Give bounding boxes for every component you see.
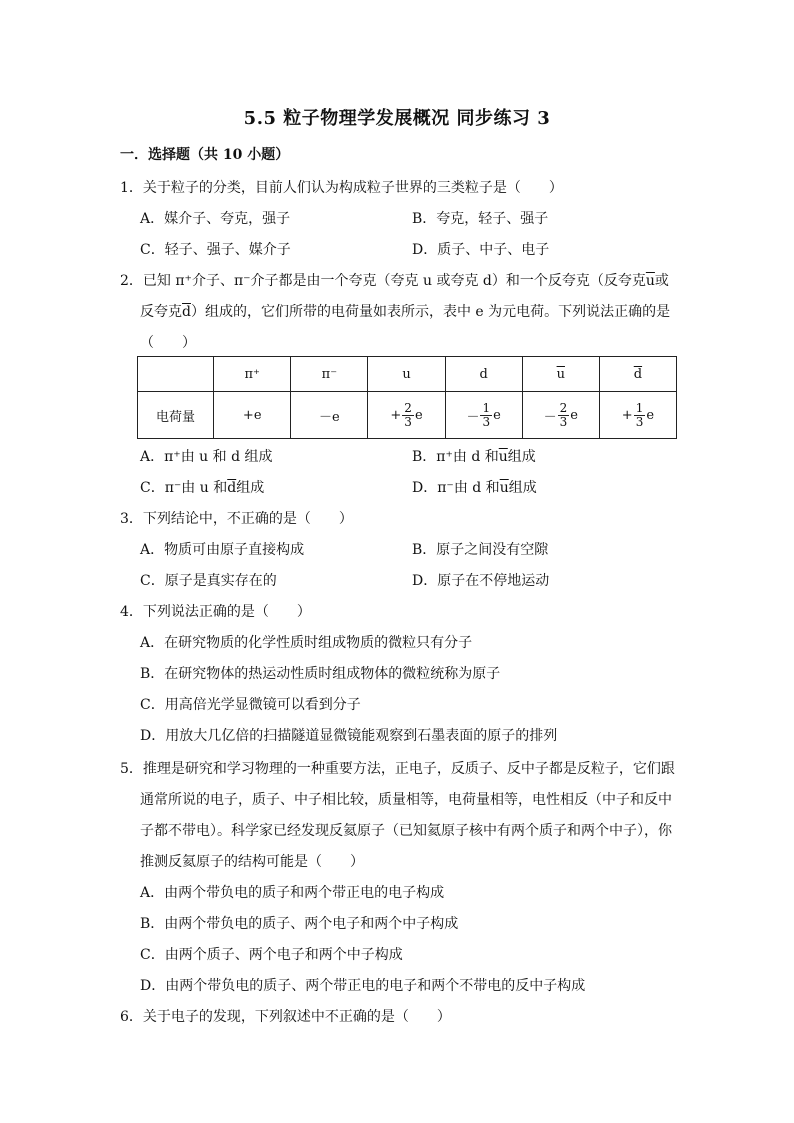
question-3-option-a: A．物质可由原子直接构成 (140, 542, 305, 558)
question-3-option-b: B．原子之间没有空隙 (412, 542, 549, 558)
table-header-pi-plus: π⁺ (214, 357, 291, 392)
stem-text: 反夸克 (140, 304, 182, 320)
table-header-d-bar: $\overline{d}$ (599, 357, 676, 392)
table-row (138, 392, 677, 439)
question-5-stem-line-4: 推测反氦原子的结构可能是（ ） (140, 854, 364, 870)
question-5-option-c: C．由两个质子、两个电子和两个中子构成 (140, 947, 403, 963)
table-header-row (138, 357, 677, 392)
question-4-option-d: D．用放大几亿倍的扫描隧道显微镜能观察到石墨表面的原子的排列 (140, 728, 558, 744)
question-1-option-a: A．媒介子、夸克，强子 (140, 211, 291, 227)
question-2-stem-line-1 (120, 270, 669, 290)
antiquark-u-symbol: $\overline{u}$ (645, 273, 655, 289)
question-2-option-b: B．π⁺由 d 和$\overline{u}$组成 (412, 449, 536, 465)
charge-u-bar: － $\frac{2}{3}$ e (522, 392, 599, 439)
question-5-stem-line-3: 子都不带电）。科学家已经发现反氦原子（已知氦原子核中有两个质子和两个中子），你 (140, 823, 672, 839)
question-3-option-c: C．原子是真实存在的 (140, 573, 277, 589)
question-4-option-a: A．在研究物质的化学性质时组成物质的微粒只有分子 (140, 635, 473, 651)
charge-table (137, 356, 677, 439)
question-1-stem: 1．关于粒子的分类，目前人们认为构成粒子世界的三类粒子是（ ） (120, 180, 563, 196)
question-2-option-c: C．π⁻由 u 和$\overline{d}$组成 (140, 480, 265, 496)
antiquark-d-symbol: $\overline{d}$ (182, 304, 191, 320)
stem-text: 2．已知 π⁺介子、π⁻介子都是由一个夸克（夸克 u 或夸克 d）和一个反夸克（反夸克 (120, 273, 646, 289)
stem-text: 或 (654, 273, 669, 289)
charge-d: － $\frac{1}{3}$ e (445, 392, 522, 439)
question-4-stem: 4．下列说法正确的是（ ） (120, 604, 311, 620)
section-heading: 一．选择题（共 10 小题） (120, 147, 290, 163)
table-header-u-bar: $\overline{u}$ (522, 357, 599, 392)
question-4-option-b: B．在研究物体的热运动性质时组成物体的微粒统称为原子 (140, 666, 501, 682)
table-header-d: d (445, 357, 522, 392)
question-4-option-c: C．用高倍光学显微镜可以看到分子 (140, 697, 361, 713)
question-5-option-a: A．由两个带负电的质子和两个带正电的电子构成 (140, 885, 445, 901)
charge-d-bar: + $\frac{1}{3}$ e (599, 392, 676, 439)
charge-u: + $\frac{2}{3}$ e (368, 392, 445, 439)
charge-pi-plus: +e (214, 392, 291, 439)
question-6-stem: 6．关于电子的发现，下列叙述中不正确的是（ ） (120, 1009, 451, 1025)
question-2-stem-line-3: （ ） (140, 335, 196, 351)
question-2-option-a: A．π⁺由 u 和 d 组成 (140, 449, 273, 465)
question-3-option-d: D．原子在不停地运动 (412, 573, 550, 589)
question-5-option-d: D．由两个带负电的质子、两个带正电的电子和两个不带电的反中子构成 (140, 978, 586, 994)
question-1-option-d: D．质子、中子、电子 (412, 242, 550, 258)
stem-text: ）组成的，它们所带的电荷量如表所示，表中 e 为元电荷。下列说法正确的是 (190, 304, 671, 320)
question-5-option-b: B．由两个带负电的质子、两个电子和两个中子构成 (140, 916, 459, 932)
question-1-option-c: C．轻子、强子、媒介子 (140, 242, 291, 258)
page-title: 5.5 粒子物理学发展概况 同步练习 3 (243, 108, 551, 129)
table-header-cell (138, 357, 214, 392)
table-header-u: u (368, 357, 445, 392)
charge-pi-minus: －e (291, 392, 368, 439)
table-header-pi-minus: π⁻ (291, 357, 368, 392)
question-5-stem-line-2: 通常所说的电子，质子、中子相比较，质量相等，电荷量相等，电性相反（中子和反中 (140, 792, 672, 808)
question-2-stem-line-2 (140, 301, 670, 321)
question-5-stem-line-1: 5．推理是研究和学习物理的一种重要方法，正电子，反质子、反中子都是反粒子，它们跟 (120, 761, 675, 777)
question-2-option-d: D．π⁻由 d 和$\overline{u}$组成 (412, 480, 537, 496)
table-row-label: 电荷量 (138, 392, 214, 439)
question-3-stem: 3．下列结论中，不正确的是（ ） (120, 511, 353, 527)
question-1-option-b: B．夸克，轻子、强子 (412, 211, 549, 227)
